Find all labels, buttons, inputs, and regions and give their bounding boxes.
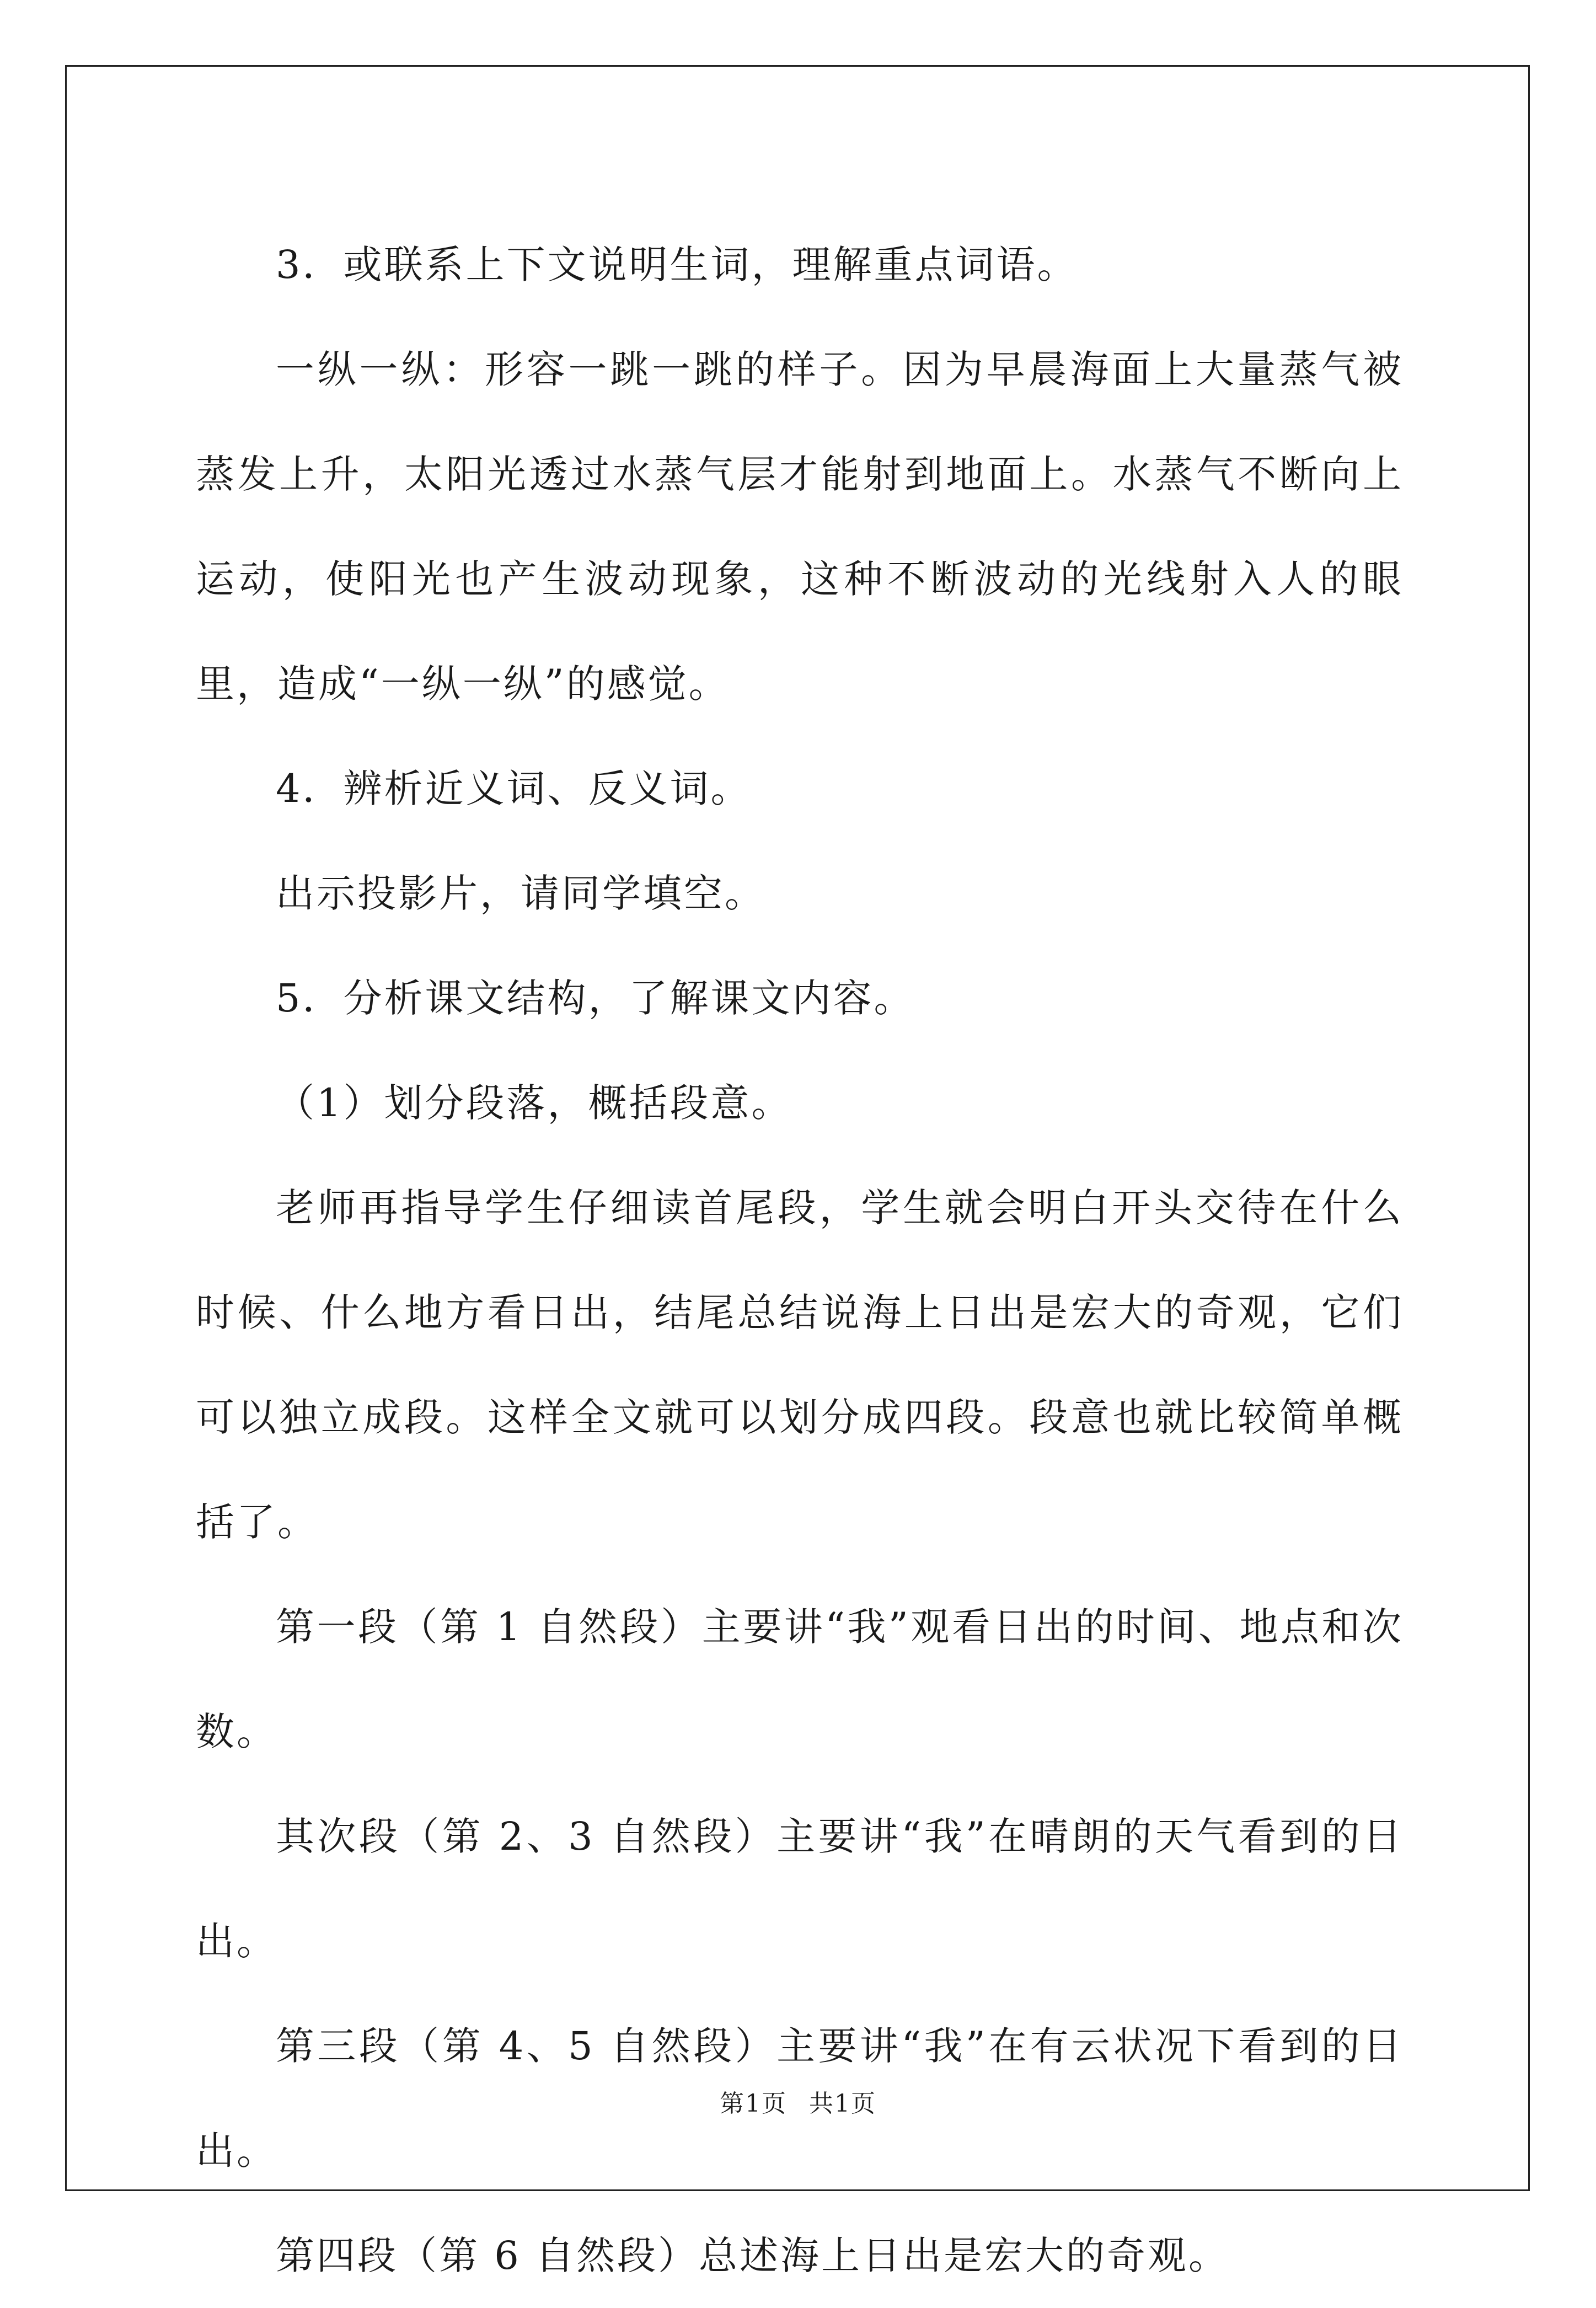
paragraph-3: 4．辨析近义词、反义词。 (276, 766, 752, 811)
paragraph-5: 5．分析课文结构，了解课文内容。 (276, 976, 915, 1021)
paragraph-1: 3．或联系上下文说明生词，理解重点词语。 (276, 242, 1078, 287)
page-total: 共1页 (809, 2090, 876, 2118)
paragraph-2: 一纵一纵：形容一跳一跳的样子。因为早晨海面上大量蒸气被蒸发上升，太阳光透过水蒸气层才能射到地面上。水蒸气不断向上运动，使阳光也产生波动现象，这种不断波动的光线射入人的眼里，造成“一纵一纵”的感觉。 (196, 347, 1404, 706)
paragraph-10: 第三段（第 4、5 自然段）主要讲“我”在有云状况下看到的日出。 (196, 2023, 1404, 2173)
paragraph-6: （1）划分段落，概括段意。 (276, 1080, 792, 1126)
paragraph-9: 其次段（第 2、3 自然段）主要讲“我”在晴朗的天气看到的日出。 (196, 1814, 1404, 1964)
document-body (196, 212, 1404, 2308)
page-footer (0, 2087, 1596, 2120)
paragraph-8: 第一段（第 1 自然段）主要讲“我”观看日出的时间、地点和次数。 (196, 1604, 1404, 1754)
paragraph-7: 老师再指导学生仔细读首尾段，学生就会明白开头交待在什么时候、什么地方看日出，结尾总结说海上日出是宏大的奇观，它们可以独立成段。这样全文就可以划分成四段。段意也就比较简单概括了。 (196, 1185, 1404, 1545)
page-number: 第1页 (720, 2090, 787, 2118)
paragraph-4: 出示投影片，请同学填空。 (276, 871, 765, 916)
paragraph-11: 第四段（第 6 自然段）总述海上日出是宏大的奇观。 (276, 2233, 1230, 2278)
